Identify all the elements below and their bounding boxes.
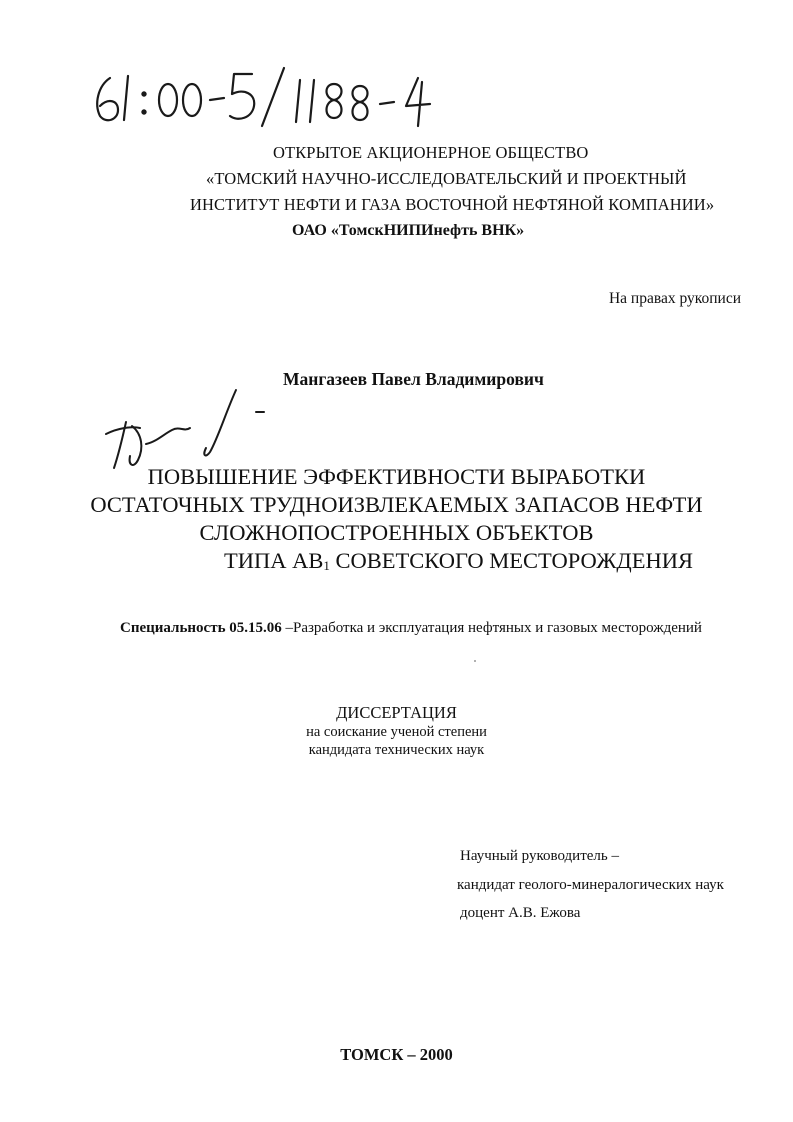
dissertation-title-line-4 — [224, 545, 693, 582]
title-line-4-suffix: СОВЕТСКОГО МЕСТОРОЖДЕНИЯ — [329, 548, 693, 573]
organization-short-name: ОАО «ТомскНИПИнефть ВНК» — [292, 222, 525, 239]
degree-line-2: кандидата технических наук — [308, 742, 485, 758]
supervisor-name: доцент А.В. Ежова — [460, 905, 581, 921]
author-name: Мангазеев Павел Владимирович — [283, 369, 544, 389]
specialty-label: Специальность 05.15.06 — [120, 620, 282, 636]
title-line-4-subscript: 1 — [323, 558, 330, 573]
organization-line-2: «ТОМСКИЙ НАУЧНО-ИССЛЕДОВАТЕЛЬСКИЙ И ПРОЕКТНЫЙ — [206, 169, 687, 188]
degree-line-1: на соискание ученой степени — [306, 724, 487, 740]
dissertation-title-line-3: СЛОЖНОПОСТРОЕННЫХ ОБЪЕКТОВ — [199, 520, 594, 545]
city-and-year: ТОМСК – 2000 — [340, 1045, 453, 1064]
organization-line-3: ИНСТИТУТ НЕФТИ И ГАЗА ВОСТОЧНОЙ НЕФТЯНОЙ КОМПАНИИ» — [190, 195, 715, 214]
supervisor-degree: кандидат геолого-минералогических наук — [457, 877, 724, 893]
title-line-4-prefix: ТИПА АВ — [224, 548, 324, 573]
supervisor-heading: Научный руководитель – — [460, 848, 619, 864]
handwritten-call-number — [88, 60, 488, 130]
document-type-heading: ДИССЕРТАЦИЯ — [336, 703, 457, 722]
scan-speck — [474, 660, 476, 662]
dissertation-title-line-2: ОСТАТОЧНЫХ ТРУДНОИЗВЛЕКАЕМЫХ ЗАПАСОВ НЕФТИ — [90, 492, 703, 517]
specialty-text: –Разработка и эксплуатация нефтяных и газовых месторождений — [281, 620, 702, 636]
organization-line-1: ОТКРЫТОЕ АКЦИОНЕРНОЕ ОБЩЕСТВО — [273, 143, 589, 162]
dissertation-title-line-1: ПОВЫШЕНИЕ ЭФФЕКТИВНОСТИ ВЫРАБОТКИ — [147, 464, 646, 489]
specialty-line — [120, 617, 702, 639]
manuscript-rights-note: На правах рукописи — [608, 290, 741, 307]
